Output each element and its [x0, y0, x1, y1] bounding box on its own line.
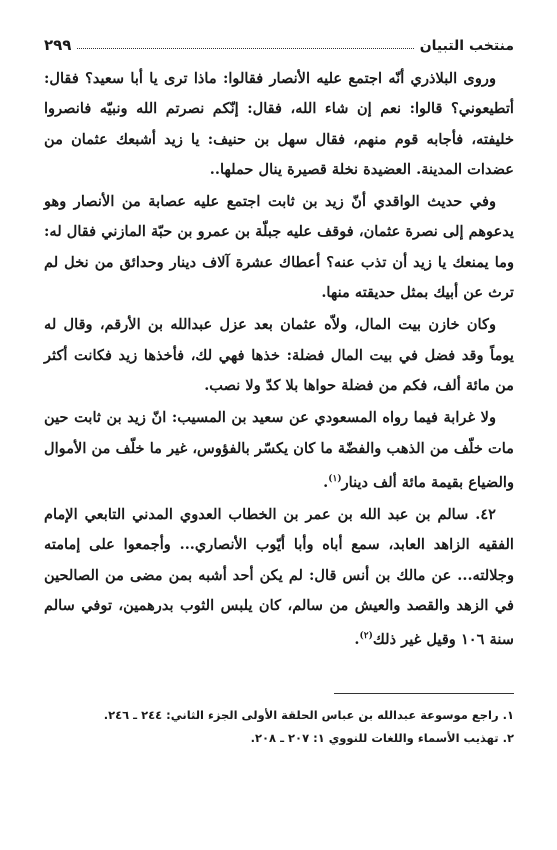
body-text [44, 64, 514, 655]
footnote-1: ١. راجع موسوعة عبدالله بن عباس الحلقة الأولى الجزء الثاني: ٢٤٤ ـ ٢٤٦. [103, 708, 514, 723]
book-page [44, 30, 514, 750]
footnote-ref-2: (٢) [359, 631, 373, 642]
paragraph-waqidi: وفي حديث الواقدي أنّ زيد بن ثابت اجتمع عليه عصابة من الأنصار وهو يدعوهم إلى نصرة عثمان، فوقف عليه جبلّة بن عمرو بن حبّة المازني فقال له: وما يمنعك يا زيد أن تذب عنه؟ أعطاك عشرة آلاف دينار وحدائق من نخل لم ترث عن أبيك بمثل حديقته منها. [44, 193, 514, 302]
footnote-separator [334, 693, 514, 694]
book-title: منتخب التبيان [419, 38, 514, 54]
footnote-2: ٢. تهذيب الأسماء واللغات للنووي ١: ٢٠٧ ـ ٢٠٨. [250, 731, 514, 746]
paragraph-treasury: وكان خازن بيت المال، ولاّه عثمان بعد عزل عبدالله بن الأرقم، وقال له يوماً وقد فضل في بيت المال فضلة: خذها فهي لك، فأخذها زيد فكانت أكثر من مائة ألف، فكم من فضلة حواها بلا كدّ ولا نصب. [44, 316, 514, 394]
paragraph-salim: ٤٢. سالم بن عبد الله بن عمر بن الخطاب العدوي المدني التابعي الإمام الفقيه الزاهد العابد، سمع أباه وأبا أيّوب الأنصاري... وأجمعوا على إمامته وجلالته... عن مالك بن أنس قال: لم يكن أحد أشبه بمن مضى من الصالحين في الزهد والقصد والعيش من سالم، كان يلبس الثوب بدرهمين، توفي سالم سنة ١٠٦ وقيل غير ذلك$^{(٢)}$. [44, 506, 514, 649]
running-header [44, 30, 514, 54]
footnotes [44, 704, 514, 750]
paragraph-baladhuri: وروى البلاذري أنّه اجتمع عليه الأنصار فقالوا: ماذا ترى يا أبا سعيد؟ فقال: أتطيعوني؟ قالوا: نعم إن شاء الله، فقال: إنّكم نصرتم الله ونبيّه فانصروا خليفته، فأجابه قوم منهم، فقال سهل بن حنيف: يا زيد أشبعك عثمان من عضدات المدينة. العضيدة نخلة قصيرة ينال حملها.. [44, 70, 514, 178]
footnote-ref-1: (١) [328, 473, 342, 484]
paragraph-masudi: ولا غرابة فيما رواه المسعودي عن سعيد بن المسيب: انّ زيد بن ثابت حين مات خلّف من الذهب والفضّة ما كان يكسّر بالفؤوس، غير ما خلّف من الأموال والضياع بقيمة مائة ألف دينار$^{(١)}$. [44, 409, 514, 491]
page-number: ٢٩٩ [44, 36, 72, 54]
header-dot-leader [77, 48, 413, 49]
